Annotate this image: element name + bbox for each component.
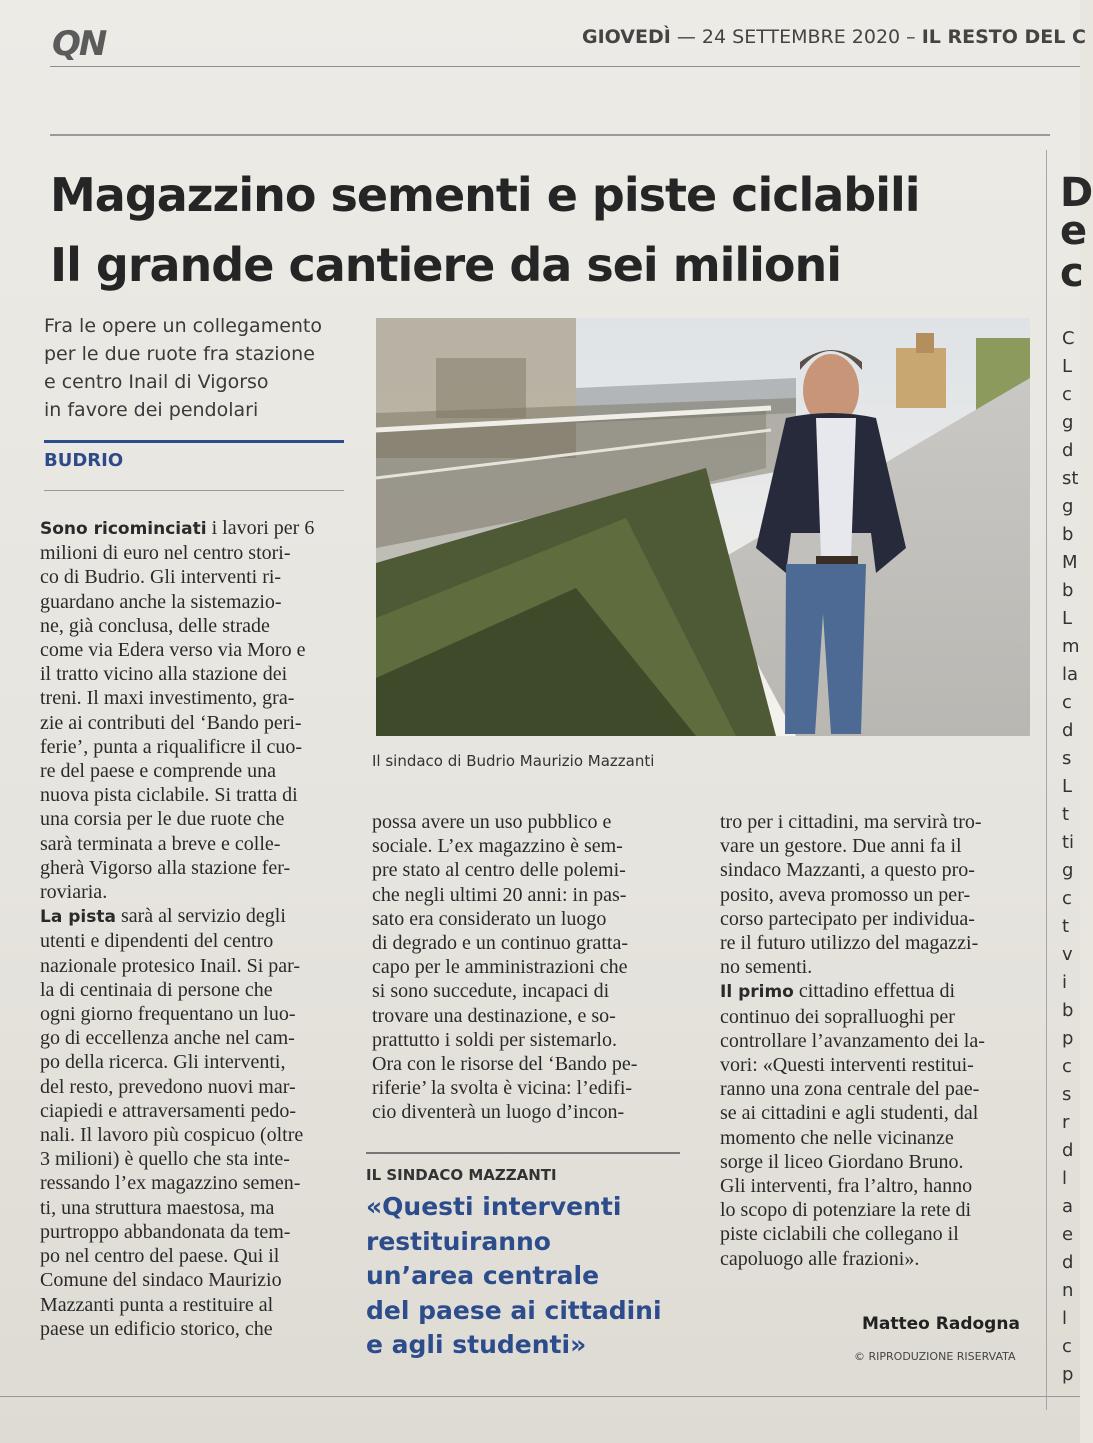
edge-text-letter: c (1062, 384, 1072, 405)
text-line (720, 931, 985, 955)
text-run: nazionale protesico Inail. Si par- (40, 954, 301, 977)
text-line (720, 858, 985, 882)
edge-text-letter: r (1062, 1112, 1070, 1133)
text-line (40, 856, 314, 880)
text-line (40, 638, 314, 662)
text-line (372, 1052, 637, 1076)
text-run: come via Edera verso via Moro e (40, 639, 306, 662)
dateline (582, 26, 1086, 48)
edge-text-letter: v (1062, 944, 1073, 965)
top-rule (50, 134, 1050, 136)
text-run: re il futuro utilizzo del magazzi- (720, 932, 979, 955)
edge-text-letter: m (1062, 636, 1080, 657)
text-line (720, 1029, 985, 1053)
text-line (40, 880, 314, 904)
text-run: pre stato al centro delle polemi- (372, 859, 626, 882)
lead-in-bold: Il primo (720, 982, 794, 1003)
text-line (372, 1028, 637, 1052)
edge-text-letter: d (1062, 440, 1074, 461)
edge-headline-letter: c (1060, 250, 1084, 296)
text-run: riferie’ la svolta è vicina: l’edifi- (372, 1077, 633, 1100)
quote-label: IL SINDACO MAZZANTI (366, 1166, 557, 1184)
text-line (40, 904, 314, 929)
text-run: sarà terminata a breve e colle- (40, 832, 281, 855)
text-line (40, 686, 314, 710)
text-line (40, 1050, 314, 1074)
text-run: piste ciclabili che collegano il (720, 1223, 959, 1246)
photo-caption: Il sindaco di Budrio Maurizio Mazzanti (372, 752, 655, 770)
text-line (372, 907, 637, 931)
edge-text-letter: c (1062, 888, 1072, 909)
text-run: utenti e dipendenti del centro (40, 930, 274, 953)
text-run: Gli interventi, fra l’altro, hanno (720, 1175, 973, 1198)
text-run: sato era considerato un luogo (372, 907, 607, 930)
text-run: gherà Vigorso alla stazione fer- (40, 856, 291, 879)
text-run: purtroppo abbandonata da tem- (40, 1220, 291, 1243)
text-run: sociale. L’ex magazzino è sem- (372, 835, 623, 858)
edge-text-letter: l (1062, 1308, 1068, 1329)
text-line (40, 1147, 314, 1171)
text-line (40, 807, 314, 831)
edge-text-letter: t (1062, 916, 1070, 937)
edge-text-letter: g (1062, 412, 1074, 433)
text-line (40, 735, 314, 759)
text-run: ogni giorno frequentano un luo- (40, 1003, 296, 1026)
text-run: ranno una zona centrale del pae- (720, 1078, 980, 1101)
headline (50, 160, 1050, 300)
text-run: ciapiedi e attraversamenti pedo- (40, 1099, 296, 1122)
text-run: nuova pista ciclabile. Si tratta di (40, 784, 298, 807)
text-line (372, 955, 637, 979)
text-run: milioni di euro nel centro stori- (40, 542, 291, 565)
headline-line-1: Magazzino sementi e piste ciclabili (50, 168, 920, 222)
photo-illustration (376, 318, 1030, 736)
text-run: po della ricerca. Gli interventi, (40, 1051, 286, 1074)
edge-text-letter: p (1062, 1364, 1074, 1385)
author-byline: Matteo Radogna (862, 1314, 1020, 1334)
text-line (40, 1317, 314, 1341)
text-line (720, 1126, 985, 1150)
quote-line: del paese ai cittadini (366, 1295, 662, 1325)
bottom-rule (0, 1396, 1080, 1397)
text-line (720, 834, 985, 858)
text-line (40, 1099, 314, 1123)
text-run: posito, aveva promosso un per- (720, 883, 971, 906)
text-run: trovare una destinazione, e so- (372, 1004, 616, 1027)
column-divider-right (1046, 150, 1047, 1410)
edge-text-letter: s (1062, 748, 1072, 769)
dateline-date: — 24 SETTEMBRE 2020 – (676, 26, 916, 48)
edge-text-letter: s (1062, 1084, 1072, 1105)
edge-text-letter: M (1062, 552, 1078, 573)
summary-line: Fra le opere un collegamento (44, 315, 323, 337)
text-line (720, 1005, 985, 1029)
section-accent-rule (44, 440, 344, 443)
text-run: il tratto vicino alla stazione dei (40, 663, 288, 686)
edge-text-letter: b (1062, 1000, 1074, 1021)
text-line (372, 979, 637, 1003)
text-run: del resto, prevedono nuovi mar- (40, 1075, 296, 1098)
text-run: Mazzanti punta a restituire al (40, 1293, 274, 1316)
text-line (372, 1076, 637, 1100)
text-line (40, 516, 314, 541)
text-run: 3 milioni) è quello che sta inte- (40, 1148, 290, 1171)
text-run: capoluogo alle frazioni». (720, 1247, 920, 1270)
text-run: tro per i cittadini, ma servirà tro- (720, 811, 982, 833)
text-line (40, 614, 314, 638)
text-line (720, 810, 985, 834)
text-run: roviaria. (40, 881, 108, 904)
edge-text-letter: ti (1062, 832, 1075, 853)
quote-line: e agli studenti» (366, 1330, 587, 1359)
text-run: corso partecipato per individua- (720, 907, 975, 930)
text-run: controllare l’avanzamento dei la- (720, 1029, 985, 1052)
section-rule (44, 490, 344, 491)
edge-text-letter: d (1062, 1252, 1074, 1273)
text-line (372, 931, 637, 955)
quote-line: restituiranno (366, 1226, 551, 1256)
dateline-day: GIOVEDÌ (582, 26, 671, 48)
text-line (40, 783, 314, 807)
rights-notice: © RIPRODUZIONE RISERVATA (854, 1350, 1016, 1363)
text-run: ferie’, punta a riqualificre il cuo- (40, 735, 303, 758)
text-line (40, 590, 314, 614)
text-run: continuo dei sopralluoghi per (720, 1005, 955, 1028)
text-line (40, 1171, 314, 1195)
text-line (372, 834, 637, 858)
edge-text-letter: e (1062, 1224, 1074, 1245)
edge-text-letter: C (1062, 328, 1075, 349)
text-line (40, 1002, 314, 1026)
text-run: la di centinaia di persone che (40, 978, 273, 1001)
text-line (40, 565, 314, 589)
lead-in-bold: Sono ricominciati (40, 519, 207, 539)
body-column-2 (372, 810, 637, 1125)
text-line (720, 1150, 985, 1174)
text-run: re del paese e comprende una (40, 760, 276, 783)
text-line (720, 883, 985, 907)
text-line (720, 1174, 985, 1198)
text-line (40, 1268, 314, 1292)
text-run: ressando l’ex magazzino semen- (40, 1172, 301, 1195)
text-line (40, 759, 314, 783)
text-line (40, 711, 314, 735)
edge-text-letter: i (1062, 972, 1068, 993)
edge-text-letter: L (1062, 608, 1073, 629)
text-run: cio diventerà un luogo d’incon- (372, 1101, 625, 1124)
text-line (40, 954, 314, 978)
text-line (372, 858, 637, 882)
text-run: vori: «Questi interventi restitui- (720, 1054, 974, 1077)
text-line (372, 1100, 637, 1124)
edge-text-letter: b (1062, 524, 1074, 545)
text-run: no sementi. (720, 956, 813, 979)
quote-line: «Questi interventi (366, 1192, 622, 1221)
text-run: ti, una struttura maestosa, ma (40, 1196, 275, 1219)
edge-text-letter: d (1062, 720, 1074, 741)
text-run: si sono succedute, incapaci di (372, 980, 610, 1003)
edge-text-letter: c (1062, 1056, 1072, 1077)
text-run: i lavori per 6 (206, 517, 315, 539)
section-label: BUDRIO (44, 450, 124, 471)
edge-headline-letter: D (1060, 170, 1093, 216)
text-run: possa avere un uso pubblico e (372, 811, 612, 833)
text-run: momento che nelle vicinanze (720, 1126, 954, 1149)
lead-in-bold: La pista (40, 907, 116, 928)
text-line (720, 955, 985, 979)
masthead-rule (50, 66, 1080, 67)
text-line (720, 1053, 985, 1077)
text-line (40, 662, 314, 686)
text-run: vare un gestore. Due anni fa il (720, 835, 962, 858)
text-line (720, 1247, 985, 1271)
text-run: go di eccellenza anche nel cam- (40, 1027, 295, 1050)
text-run: treni. Il maxi investimento, gra- (40, 687, 295, 710)
text-run: sorge il liceo Giordano Bruno. (720, 1150, 964, 1173)
edge-text-letter: a (1062, 1196, 1074, 1217)
summary (44, 312, 354, 424)
text-run: nali. Il lavoro più cospicuo (oltre (40, 1124, 304, 1147)
text-run: sindaco Mazzanti, a questo pro- (720, 859, 975, 882)
text-line (40, 929, 314, 953)
text-line (720, 979, 985, 1004)
body-column-1 (40, 516, 314, 1341)
qn-logo: QN (52, 24, 106, 64)
text-run: che negli ultimi 20 anni: in pas- (372, 883, 627, 906)
edge-text-letter: n (1062, 1280, 1074, 1301)
text-line (372, 1004, 637, 1028)
text-line (372, 810, 637, 834)
edge-text-letter: c (1062, 692, 1072, 713)
text-run: prattutto i soldi per sistemarlo. (372, 1028, 617, 1051)
text-run: guardano anche la sistemazio- (40, 590, 282, 613)
text-line (720, 1077, 985, 1101)
text-run: lo scopo di potenziare la rete di (720, 1199, 972, 1222)
text-line (720, 907, 985, 931)
edge-text-letter: c (1062, 1336, 1072, 1357)
text-run: Comune del sindaco Maurizio (40, 1269, 282, 1292)
text-line (40, 1244, 314, 1268)
text-line (720, 1198, 985, 1222)
edge-text-letter: l (1062, 1168, 1068, 1189)
edge-text-letter: t (1062, 804, 1070, 825)
dateline-paper: IL RESTO DEL C (921, 26, 1086, 48)
body-column-3 (720, 810, 985, 1271)
text-run: sarà al servizio degli (115, 905, 286, 928)
text-run: co di Budrio. Gli interventi ri- (40, 566, 282, 589)
text-run: se ai cittadini e agli studenti, dal (720, 1102, 979, 1125)
edge-text-letter: p (1062, 1028, 1074, 1049)
edge-headline-letter: e (1060, 208, 1088, 254)
summary-line: e centro Inail di Vigorso (44, 371, 269, 393)
text-run: zie ai contributi del ‘Bando peri- (40, 711, 302, 734)
text-line (372, 883, 637, 907)
text-run: po nel centro del paese. Qui il (40, 1245, 280, 1268)
quote-rule (366, 1152, 680, 1154)
text-line (40, 1220, 314, 1244)
text-line (40, 1075, 314, 1099)
text-line (40, 541, 314, 565)
edge-text-letter: st (1062, 468, 1079, 489)
text-line (40, 1026, 314, 1050)
quote-line: un’area centrale (366, 1261, 600, 1290)
pull-quote (366, 1190, 662, 1363)
edge-text-letter: d (1062, 1140, 1074, 1161)
text-line (40, 1196, 314, 1220)
text-run: cittadino effettua di (793, 980, 956, 1003)
text-line (720, 1222, 985, 1246)
edge-text-letter: g (1062, 860, 1074, 881)
summary-line: in favore dei pendolari (44, 399, 259, 421)
edge-text-letter: L (1062, 356, 1073, 377)
mayor-photo (376, 318, 1030, 736)
summary-line: per le due ruote fra stazione (44, 343, 315, 365)
edge-text-letter: g (1062, 496, 1074, 517)
text-line (40, 978, 314, 1002)
edge-text-letter: la (1062, 664, 1079, 685)
text-run: ne, già conclusa, delle strade (40, 614, 270, 637)
edge-text-letter: b (1062, 580, 1074, 601)
edge-text-letter: L (1062, 776, 1073, 797)
text-run: di degrado e un continuo gratta- (372, 932, 629, 955)
text-line (720, 1101, 985, 1125)
text-run: una corsia per le due ruote che (40, 808, 285, 831)
text-line (40, 1123, 314, 1147)
text-line (40, 832, 314, 856)
headline-line-2: Il grande cantiere da sei milioni (50, 238, 842, 292)
text-run: paese un edificio storico, che (40, 1317, 273, 1340)
text-line (40, 1293, 314, 1317)
text-run: Ora con le risorse del ‘Bando pe- (372, 1053, 638, 1076)
text-run: capo per le amministrazioni che (372, 956, 628, 979)
